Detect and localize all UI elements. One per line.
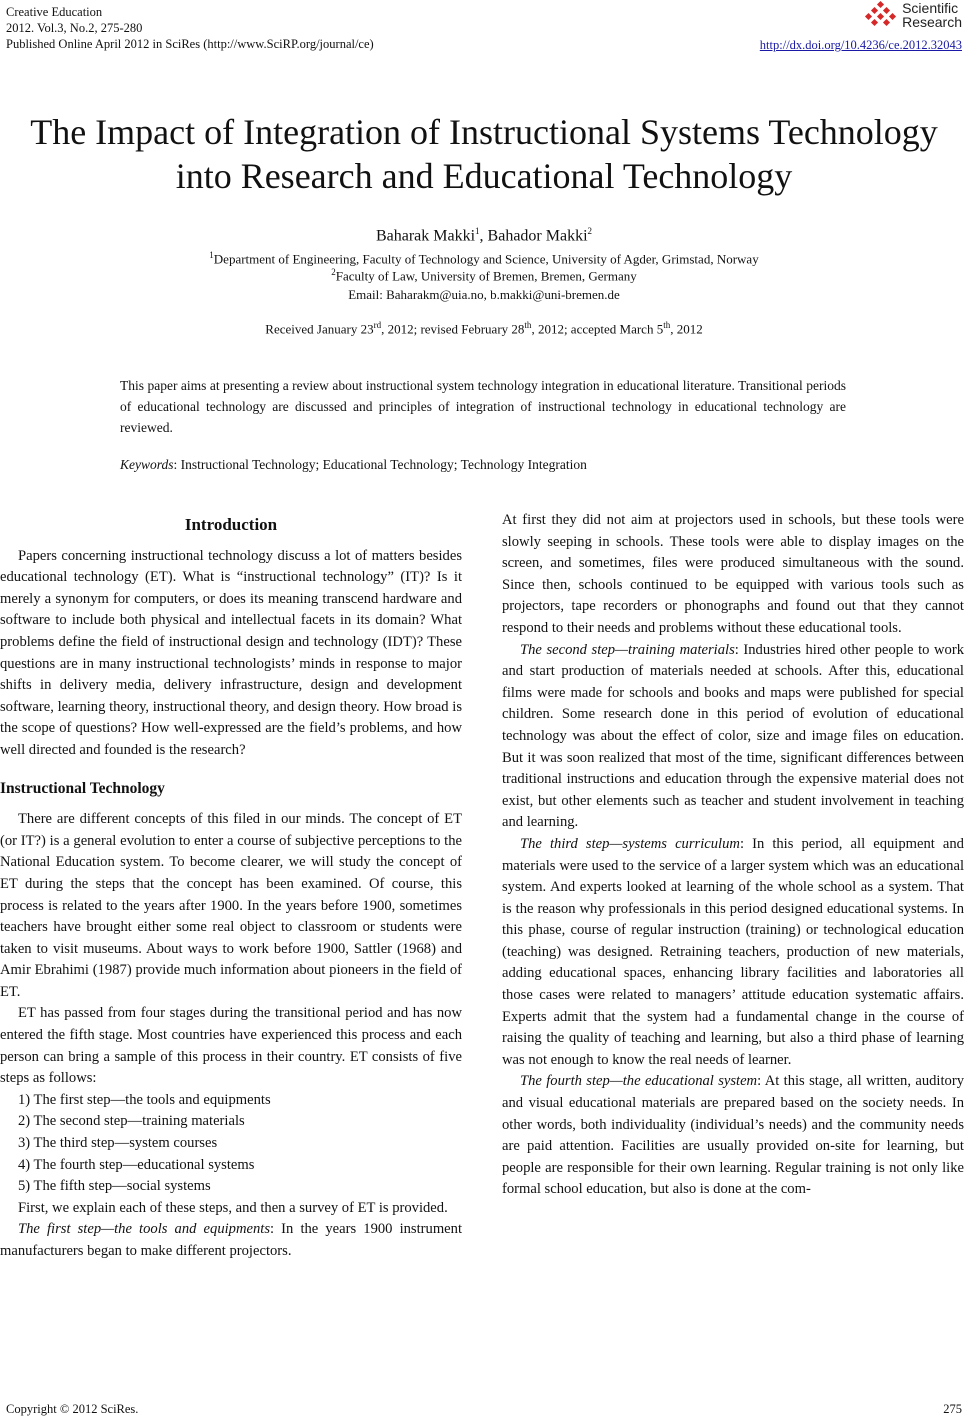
step-heading: The fourth step—the educational system [520,1073,758,1090]
author-email: Email: Baharakm@uia.no, b.makki@uni-bremen.de [348,287,620,302]
step-heading: The third step—systems curriculum [520,835,740,852]
affiliation-1 [0,250,968,267]
step-text: : In this period, all equipment and materials were used to the service of a larger system which was an educational system. And experts looked at learning of the whole school as a system. That is the reason why professionals in this period designed educational systems. In this phase, course of regular instruction (training) or technological education (teaching) was designed. Retraining teachers, production of new materials, adding educational spaces, enhancing library facilities and laboratories all those cases were related to managers’ attitude education systematic affairs. Experts admit that the system had a fundamental change in the course of raising the quality of teaching and learning, but also a third phase of learning was not enough to know the real needs of learner. [502,835,964,1068]
year-text: , 2012 [670,321,703,337]
logo-text-line2: Research [902,14,962,30]
received-dates [0,320,968,337]
author-separator: , [479,227,488,245]
step-text: : At this stage, all written, auditory and visual educational materials are prepared based on the society needs. In other words, both individuality (individual’s needs) and the community needs are paid attention. Facilities are usually provided on-site for learning, but people are responsible for their own learning. Regular training is not only like formal school education, but also is done at the com- [502,1073,964,1198]
journal-published: Published Online April 2012 in SciRes (http://www.SciRP.org/journal/ce) [6,37,374,51]
step-heading: The second step—training materials [520,641,735,658]
paragraph: There are different concepts of this filed in our minds. The concept of ET (or IT?) is a general evolution to enter a course of subjective perceptions to the National Education system. To become clearer, we will study the concept of ET during the steps that the concept has been examined. Of course, this process is related to the years after 1900. In the years before 1900, sometimes teachers have brought either some real object to classroom or students were taken to visit museums. About ways to work before 1900, Sattler (1968) and Amir Ebrahimi (1987) provide much information about pioneers in the field of ET. [0,811,462,1000]
section-heading-instructional-technology: Instructional Technology [0,779,165,797]
step-heading: The first step—the tools and equipments [18,1221,271,1238]
scientific-research-logo [864,0,962,30]
affiliation-2 [0,267,968,284]
title-line-1: The Impact of Integration of Instructional Systems Technology [30,112,938,152]
doi-link[interactable]: http://dx.doi.org/10.4236/ce.2012.32043 [759,38,962,52]
step-text: : Industries hired other people to work and start production of materials needed at schools. After this, educational films were made for schools and books and maps were published for special children. Some research done in this period of evolution of educational technology was about the effect of color, size and image files on education. But it was soon realized that most of the time, significant differences between traditional instructions and education through the expensive material does not exist, but other elements such as teacher and student involvement in teaching and learning. [502,641,964,831]
title-line-2: into Research and Educational Technology [175,156,793,196]
affiliation-2-text: Faculty of Law, University of Bremen, Bremen, Germany [335,268,637,284]
section-heading-introduction: Introduction [184,515,278,534]
received-text: Received January 23 [265,321,374,337]
publisher-logo-area [602,0,962,35]
paragraph [0,1219,462,1262]
paragraph: First, we explain each of these steps, and then a survey of ET is provided. [18,1199,448,1216]
revised-sup: th [524,320,532,330]
logo-text-line1: Scientific [902,0,959,16]
keywords-text: : Instructional Technology; Educational Technology; Technology Integration [173,457,587,472]
left-column [0,510,462,1263]
affiliation-1-text: Department of Engineering, Faculty of Technology and Science, University of Agder, Grimstad, Norway [213,251,759,267]
copyright: Copyright © 2012 SciRes. [6,1402,139,1416]
affiliation-1-mark: 1 [209,250,214,260]
logo-icon [864,0,898,30]
paragraph: Papers concerning instructional technology discuss a lot of matters besides educational technology (ET). What is “instructional technology” (IT)? Is it merely a synonym for computers, or does its meaning transcend hardware and software to include both physical and intellectual facets in its domain? What problems define the field of instructional design and technology (IDT)? These questions are in many instructional technologists’ minds in response to major shifts in delivery media, delivery infrastructure, design and development software, learning theory, instructional theory, and design theory. How broad is the scope of questions? How well-expressed are the field’s problems, and how well directed and founded is the research? [0,547,462,758]
paragraph [502,1071,964,1201]
paragraph: At first they did not aim at projectors used in schools, but these tools were slowly seeping in schools. These tools were able to display images on the screen, and sometimes, files were produced simultaneous with the sound. Since then, schools continued to be equipped with various tools such as projectors, tape recorders or phonographs and found out that they cannot respond to their needs and problems without these educational tools. [502,512,964,636]
journal-name: Creative Education [6,5,103,19]
revised-text: , 2012; revised February 28 [381,321,525,337]
paper-title [0,110,968,198]
page-number: 275 [943,1402,962,1416]
page-footer [6,1402,962,1417]
accepted-text: , 2012; accepted March 5 [531,321,664,337]
step-text: : In the years 1900 instrument manufacturers began to make different projectors. [0,1221,462,1259]
author-2: Bahador Makki [487,227,588,245]
paragraph [502,834,964,1072]
list-item: 5) The fifth step—social systems [18,1178,211,1195]
list-item: 3) The third step—system courses [18,1135,218,1152]
paragraph [502,640,964,834]
keywords-label: Keywords [120,457,174,472]
author-1-affil: 1 [475,226,480,236]
journal-header [6,4,374,52]
list-item: 2) The second step—training materials [18,1113,245,1130]
paragraph: ET has passed from four stages during the transitional period and has now entered the fifth stage. Most countries have experienced this process and each person can bring a sample of this process in their country. ET consists of five steps as follows: [0,1005,462,1087]
keywords [120,457,587,473]
received-sup: rd [373,320,382,330]
list-item: 4) The fourth step—educational systems [18,1156,255,1173]
affiliation-2-mark: 2 [331,267,336,277]
journal-volume: 2012. Vol.3, No.2, 275-280 [6,21,143,35]
author-1: Baharak Makki [375,227,476,245]
list-item: 1) The first step—the tools and equipments [18,1091,271,1108]
right-column [502,510,964,1201]
author-2-affil: 2 [587,226,593,236]
accepted-sup: th [663,320,671,330]
abstract: This paper aims at presenting a review about instructional system technology integration in educational literature. Transitional periods of educational technology are discussed and principles of integration of instructional technology in educational technology are reviewed. [120,378,846,435]
authors [0,226,968,245]
